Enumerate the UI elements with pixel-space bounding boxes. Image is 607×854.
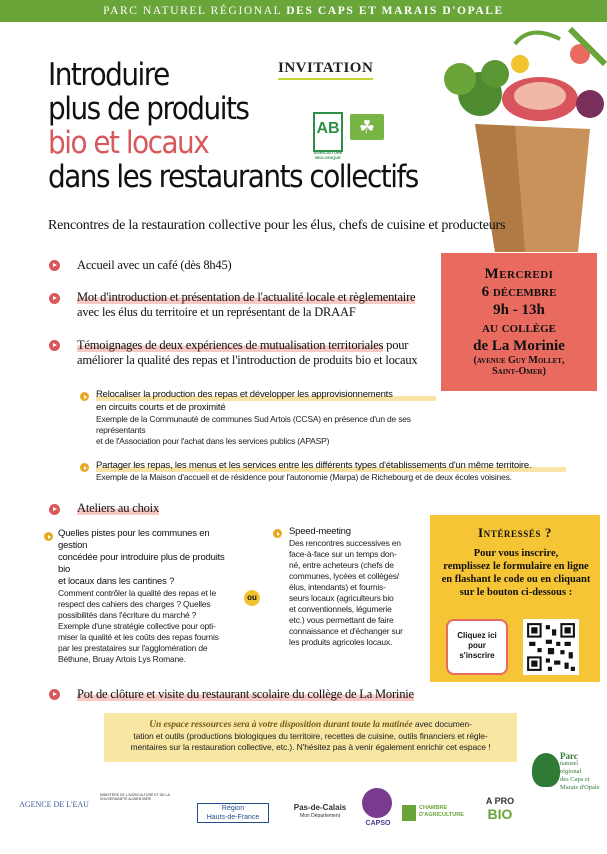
subtitle: Rencontres de la restauration collective pour les élus, chefs de cuisine et producteurs [48,218,506,233]
bullet-icon [49,504,60,515]
workshop-2-text-7: et conventionnels, légumerie [289,604,392,614]
invitation-label: INVITATION [278,60,374,76]
workshop-1-text-6: par les prestataires sur l'agglomération de [58,643,208,653]
chambre-text-2: D'AGRICULTURE [419,812,464,818]
title-line-4: dans les restaurants collectifs [48,159,418,195]
register-button-label-2: pour [468,641,486,650]
workshop-1-text-3: possibilités dans l'écriture du marché ? [58,610,197,620]
pdc-text-2: Mon Département [299,813,341,819]
parc-text-1: Parc [560,751,578,761]
or-badge: ou [244,590,260,606]
program-item-4-text: Ateliers au choix [77,501,159,515]
program-item-2-rest: avec les élus du territoire et un représentant de la DRAAF [77,305,356,319]
program-item-1: Accueil avec un café (dès 8h45) [77,258,232,272]
workshop-1-heading-2: concédée pour introduire plus de produits bio [58,552,225,575]
registration-text-2: remplissez le formulaire en ligne [443,561,589,572]
sub-item-2-heading: Partager les repas, les menus et les services entre les différents types d'établissements d'un même territoire. [96,459,566,472]
workshop-1-text-5: miser la qualité et les coûts des repas fournis [58,632,219,642]
date-place-2: de La Morinie [473,338,565,354]
workshop-2-text-3: né, entre acheteurs (chefs de [289,560,394,570]
workshop-1-text-4: Exemple d'une stratégie collective pour opti- [58,621,216,631]
top-banner [0,0,607,22]
aprobio-logo [480,796,520,821]
agence-eau-text: AGENCE DE L'EAU [19,800,89,809]
workshop-2 [289,526,429,648]
resources-text-3: mentaires sur la restauration collective, etc.). N'hésitez pas à venir également enrichir cet espace ! [130,742,491,752]
sub-bullet-icon [44,532,53,541]
program-item-2-highlight: Mot d'introduction et présentation de l'actualité locale et règlementaire [77,290,416,304]
bullet-icon [49,340,60,351]
aprobio-text-1: A PRO [485,796,515,806]
sub-item-2 [96,459,566,483]
banner-prefix: PARC NATUREL RÉGIONAL [103,5,282,17]
sub-bullet-icon [80,392,89,401]
sub-item-2-text: Exemple de la Maison d'accueil et de résidence pour l'autonomie (Marpa) de Richebourg et de deux écoles voisines. [96,472,512,482]
ab-logo-caption: AGRICULTURE BIOLOGIQUE [313,150,343,160]
bullet-icon [49,689,60,700]
workshop-1-text-2: respect des cahiers des charges ? Quelles [58,599,211,609]
capso-logo-text: CAPSO [365,820,391,827]
date-address-1: (avenue Guy Mollet, [473,355,565,366]
qr-code-icon[interactable] [523,619,579,675]
resources-bold: Un espace ressources sera à votre disposition durant toute la matinée [149,720,413,730]
bullet-icon [49,260,60,271]
title-line-2: plus de produits [48,91,249,127]
parc-logo [560,752,605,792]
date-date: 6 décembre [481,284,557,300]
workshop-1 [58,528,238,665]
registration-title: Intéressés ? [477,525,553,540]
program-item-2 [77,290,415,320]
ministere-text: MINISTÈRE DE L'AGRICULTURE ET DE LA SOUVERAINETÉ ALIMENTAIRE [100,793,170,801]
program-item-5-text: Pot de clôture et visite du restaurant scolaire du collège de La Morinie [77,687,414,701]
workshop-2-text-6: seurs locaux (agriculteurs bio [289,593,394,603]
registration-text-4: sur le bouton ci-dessous : [459,587,573,598]
workshop-2-text-9: connaissance et d'échanger sur [289,626,403,636]
resources-box [104,713,517,762]
sub-item-1-text-1: Exemple de la Communauté de communes Sud Artois (CCSA) en présence d'un de ses représentants [96,414,411,435]
resources-text-2: tation et outils (productions biologiques du territoire, recettes de cuisine, outils financiers et régle- [133,731,488,741]
registration-text-3: en flashant le code ou en cliquant [441,574,591,585]
program-item-3 [77,338,417,368]
workshop-2-text-8: etc.) vous permettant de faire [289,615,394,625]
program-item-3-rest1: pour [383,338,409,352]
workshop-1-text-7: Béthune, Bruay Artois Lys Romane. [58,654,186,664]
sub-item-1-heading-1: Relocaliser la production des repas et développer les approvisionnements [96,388,436,401]
register-button[interactable] [446,619,508,675]
eu-organic-logo [350,114,384,140]
registration-text-1: Pour vous inscrire, [473,548,559,559]
sub-item-1 [96,388,436,447]
parc-text-4: des Caps et [560,776,590,783]
workshop-2-text-5: élus, intendants) et fournis- [289,582,386,592]
sub-item-1-text-2: et de l'Association pour l'achat dans les services publics (APASP) [96,436,330,446]
registration-box [430,515,600,682]
capso-logo-mark [362,788,392,818]
workshop-2-text-4: communes, lycées et collèges/ [289,571,399,581]
date-box [441,253,597,391]
workshop-1-heading-1: Quelles pistes pour les communes en gestion [58,528,210,551]
bullet-icon [49,293,60,304]
agence-eau-logo [18,800,90,809]
chambre-logo-mark [402,805,416,821]
date-time: 9h - 13h [493,302,545,318]
ministere-logo [100,793,190,801]
workshop-2-text-2: face-à-face sur un temps don- [289,549,397,559]
ab-logo [313,112,343,160]
workshop-1-text-1: Comment contrôler la qualité des repas et le [58,588,216,598]
parc-text-5: Marais d'Opale [560,784,600,791]
pas-de-calais-logo [285,803,355,821]
parc-text-3: régional [560,768,582,775]
register-button-label-1: Cliquez ici [457,631,497,640]
date-address-2: Saint-Omer) [492,366,546,377]
region-logo [197,803,269,823]
sub-item-1-heading-2: en circuits courts et de proximité [96,402,226,413]
chambre-logo [419,805,474,819]
resources-text-1: avec documen- [412,719,472,729]
title-line-1: Introduire [48,57,169,93]
parc-text-2: naturel [560,760,579,767]
register-button-label-3: s'inscrire [459,651,495,660]
sub-bullet-icon [80,463,89,472]
chambre-text-1: CHAMBRE [419,805,448,811]
program-item-3-rest2: améliorer la qualité des repas et l'introduction de produits bio et locaux [77,353,418,367]
ab-logo-text: AB [316,120,340,137]
date-place-1: au collège [481,320,557,336]
program-item-3-highlight: Témoignages de deux expériences de mutualisation territoriales [77,338,384,352]
region-text-1: Région [221,805,245,812]
workshop-2-text-1: Des rencontres successives en [289,538,401,548]
sub-bullet-icon [273,529,282,538]
workshop-2-text-10: les produits agricoles locaux. [289,637,393,647]
region-text-2: Hauts-de-France [206,814,260,821]
registration-text [440,547,592,599]
workshop-2-heading: Speed-meeting [289,526,351,537]
date-day: Mercredi [484,266,554,282]
banner-suffix: DES CAPS ET MARAIS D'OPALE [286,5,504,17]
workshop-1-heading-3: et locaux dans les cantines ? [58,576,175,587]
program-item-4 [77,501,159,516]
program-item-5 [77,687,414,702]
aprobio-text-2: BIO [487,806,513,822]
pdc-text-1: Pas-de-Calais [293,803,347,812]
parc-logo-mark [532,753,560,787]
title-line-3: bio et locaux [48,125,209,161]
